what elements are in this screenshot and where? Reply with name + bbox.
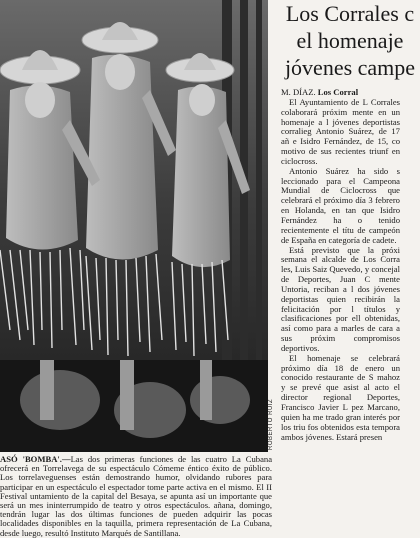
caption-line: el espectador tome parte activa en el mismo. El II Festival	[0, 481, 272, 501]
article-line: jóvenes deportistas corralieg	[281, 116, 401, 137]
article-line: Antonio Suárez, de 17 añ	[281, 126, 400, 147]
caption-line: éntico éxito de público. Los torrelaveguenses están demostrando	[0, 463, 272, 483]
headline-line: el homenaje	[296, 28, 404, 53]
headline-line: Los Corrales c	[285, 1, 415, 26]
article-line: pez Marcano, quien ha me	[281, 402, 400, 422]
caption-line: primera representación de La Cubana, desde luego, resultó	[0, 518, 272, 538]
article-line: marles de cara a sus próxim	[281, 323, 400, 344]
headline-line: jóvenes campe	[284, 55, 416, 80]
article-line: recibirán la felicitación por l	[281, 293, 400, 314]
article-line: semana el alcalde de Los Corra	[281, 254, 400, 265]
caption-line: que será un mes ininterrumpido de teatro y otros espectáculos.	[0, 490, 272, 511]
article-headline	[280, 0, 420, 86]
article-line: compromisos deportivos.	[281, 333, 400, 353]
article-line: e Isidro Fernández, de 15, co	[292, 136, 400, 147]
article-line: tenido recientemente el títu	[281, 214, 400, 235]
article-line: El homenaje se celebrará	[289, 352, 400, 363]
article-line: al acto el director regional	[281, 382, 401, 403]
article-line: trado gran interés por los triu	[281, 411, 401, 432]
article-line: categoría de cadete.	[328, 234, 397, 245]
article-line: próximo día 18 de enero	[281, 362, 385, 373]
byline-place: Los Corral	[317, 87, 359, 97]
article-line: mente en un homenaje a l	[281, 106, 401, 127]
article-line: mahoz y se prevé que asist	[281, 372, 400, 393]
article-line: motivo de sus recientes triunf	[281, 146, 389, 157]
article-line: febrero en Holanda, en tan	[281, 195, 400, 216]
article-line: Antonio Suárez ha sido s	[289, 165, 400, 176]
caption-lead: ASÓ 'BOMBA'.—	[0, 454, 71, 464]
article-line: concejal de Deportes, Juan C	[281, 264, 400, 285]
article-body	[281, 88, 400, 516]
caption-line: La Cubana ofrecerá en Torrelavega de su espectáculo Cómeme	[0, 454, 273, 474]
article-paragraph	[281, 354, 400, 443]
article-line: de campeón de España en	[281, 224, 400, 245]
article-line: en ciclocross.	[281, 146, 400, 166]
caption-line: untamiento de la capital del Besaya, se apunta así un importante	[30, 490, 257, 501]
article-line: ambos jóvenes. Estará presen	[281, 431, 383, 442]
caption-line: Las dos primeras funciones de las cuatro	[70, 454, 227, 464]
caption-line: Instituto Marqués de Santillana.	[70, 527, 181, 538]
article-line: un conocido restaurante de S	[281, 362, 400, 383]
article-line: les, Luis Saiz Quevedo, y	[281, 264, 370, 275]
photo-credit: ROBERTO RUIZ	[268, 398, 274, 450]
article-line: que Isidro Fernández ha o	[281, 205, 400, 225]
article-paragraph	[281, 98, 400, 167]
article-line: El Ayuntamiento de L	[289, 96, 368, 107]
article-line: obtenidas, así como para a	[281, 313, 400, 334]
article-line: Corrales colaborará próxim	[281, 96, 400, 117]
article-line: mente Untoria, reciban a l	[281, 274, 400, 294]
caption-line: añana, domingo, tendrán lugar las dos últimas funciones de	[0, 500, 272, 520]
article-line: Deportes, Francisco Javier L	[281, 392, 400, 412]
article-line: celebrará el próximo día 3	[281, 195, 373, 206]
caption-line: humor, olvidando rubores para participar en un espectáculo	[0, 472, 272, 492]
article-line: fos obtenidos esta tempora	[307, 421, 400, 432]
photo-caption	[0, 454, 273, 538]
caption-line: pueden adquirir las pocas localidades disponibles en la taquilla,	[0, 509, 272, 529]
article-line: dos jóvenes deportistas quien	[281, 283, 400, 304]
article-line: leccionado para el Campeona	[281, 175, 400, 186]
article-line: títulos y clasificaciones por ell	[281, 303, 401, 324]
byline-author: M. DÍAZ.	[281, 87, 316, 97]
article-paragraph	[281, 167, 400, 246]
article-line: Mundial de Ciclocross que	[281, 185, 400, 196]
article-line: Está previsto que la próxi	[289, 244, 400, 255]
article-paragraph	[281, 246, 400, 354]
